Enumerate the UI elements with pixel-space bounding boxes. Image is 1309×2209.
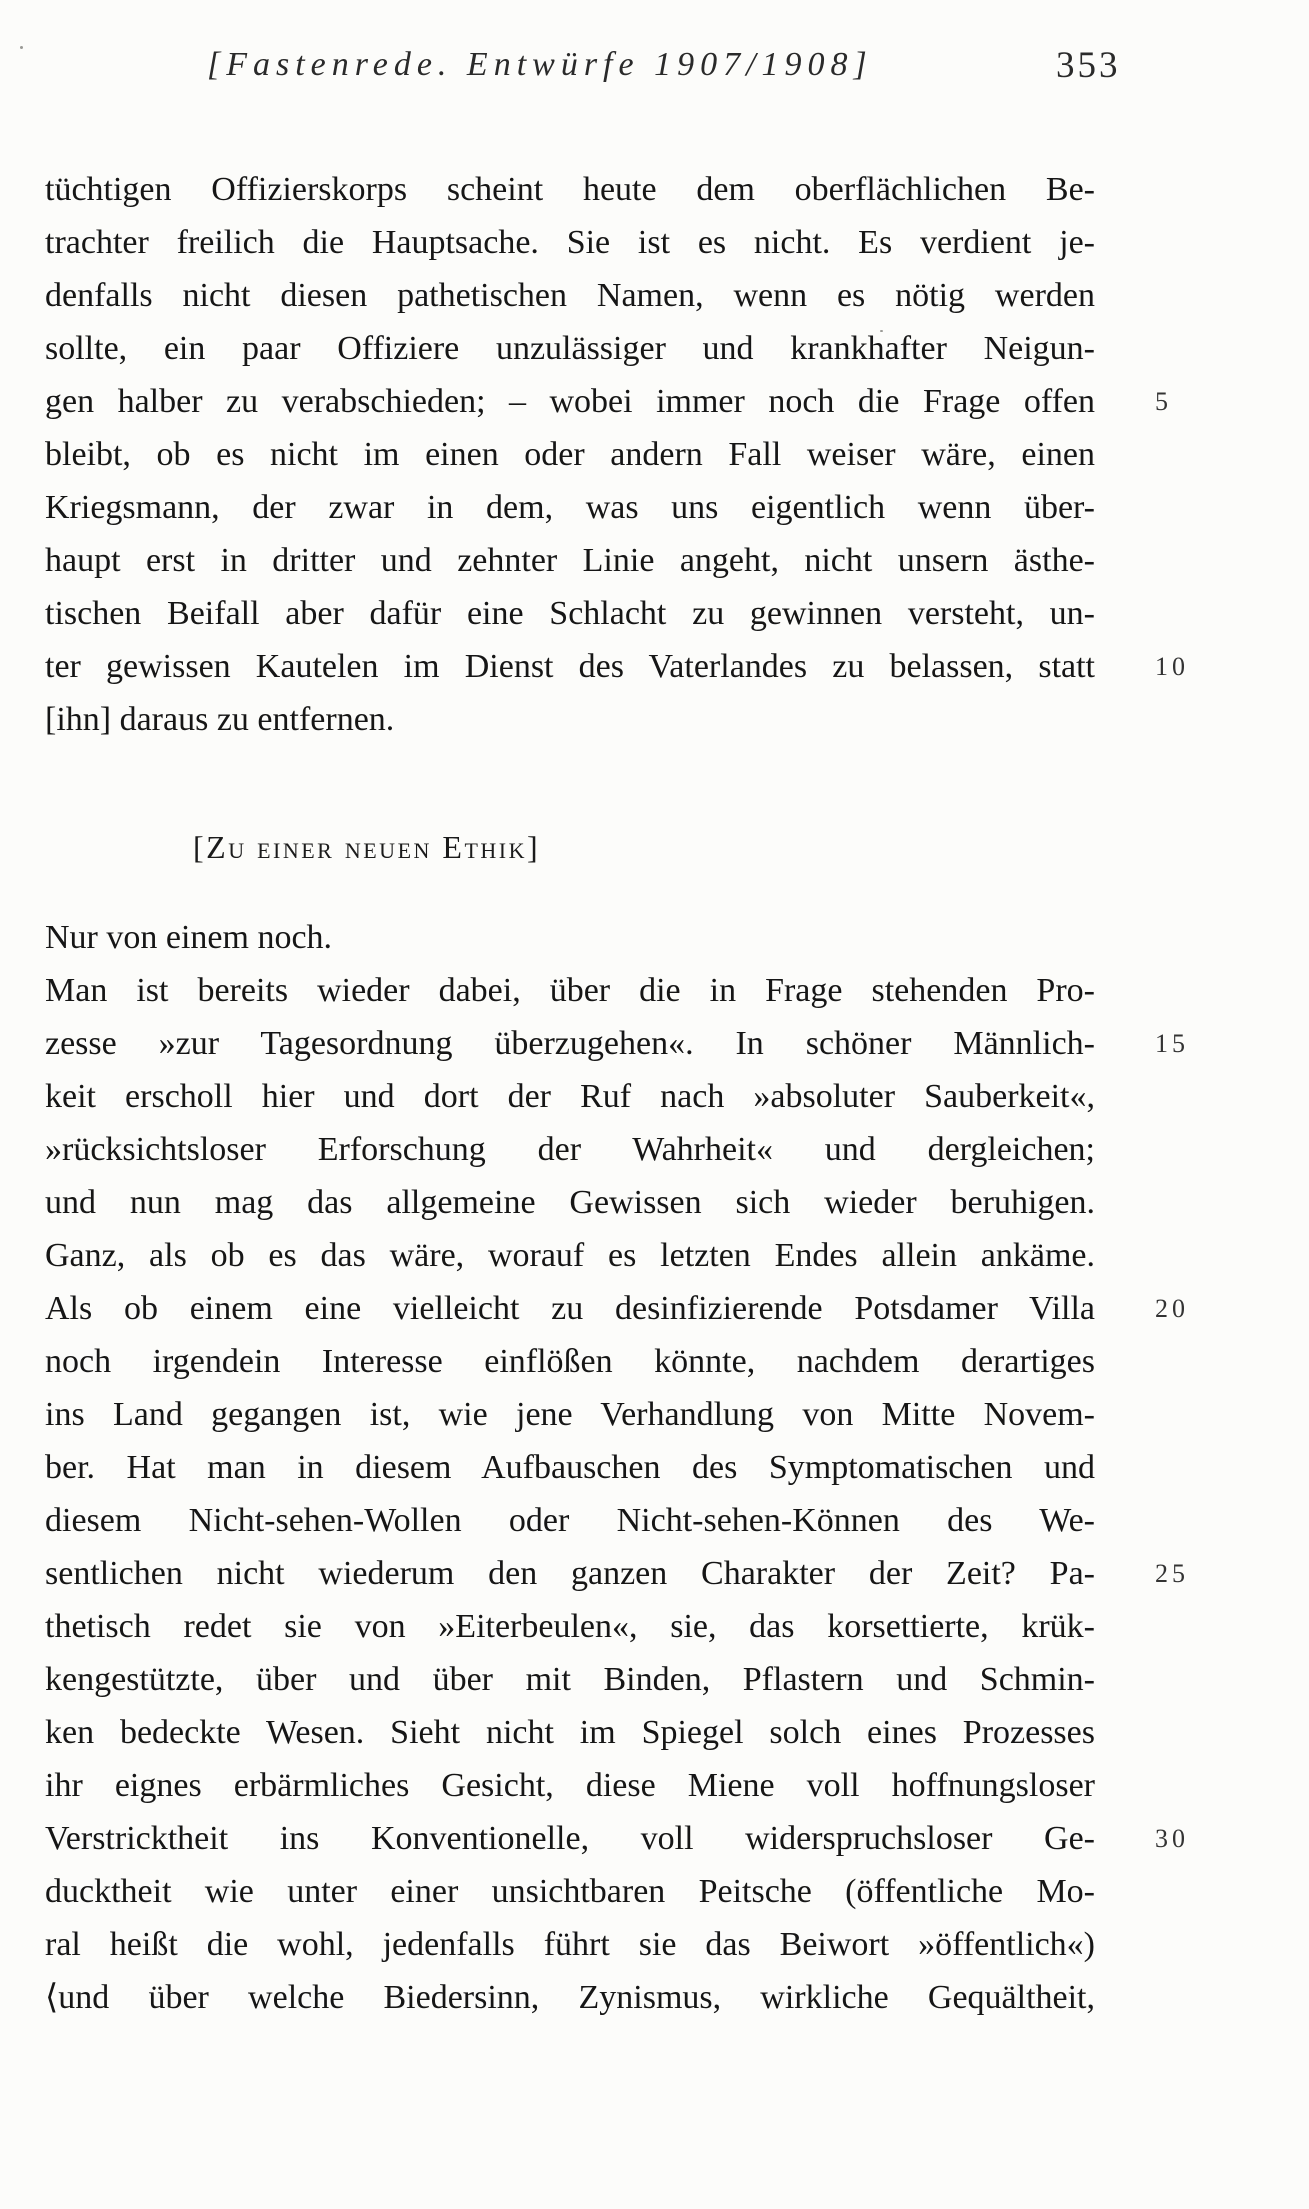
text-line [45,1017,1189,1070]
line-text: Man ist bereits wieder dabei, über die in Frage stehenden Pro- [45,972,1095,1009]
line-text: diesem Nicht-sehen-Wollen oder Nicht-sehen-Können des We- [45,1502,1095,1539]
line-text: sentlichen nicht wiederum den ganzen Charakter der Zeit? Pa- [45,1555,1095,1592]
text-line [45,163,1095,216]
text-line [45,1123,1095,1176]
line-number: 5 [1155,387,1172,416]
text-line [45,1706,1095,1759]
text-line [45,1388,1095,1441]
line-text: trachter freilich die Hauptsache. Sie ist es nicht. Es verdient je- [45,224,1095,261]
line-number: 20 [1155,1294,1189,1323]
line-text: denfalls nicht diesen pathetischen Namen, wenn es nötig werden [45,277,1095,314]
text-line [45,587,1095,640]
text-line [45,1600,1095,1653]
page-number: 353 [1056,45,1121,86]
line-number: 25 [1155,1559,1189,1588]
line-text: Ganz, als ob es das wäre, worauf es letzten Endes allein ankäme. [45,1237,1095,1274]
text-line [45,693,1095,746]
text-line [45,911,1095,964]
line-text: und nun mag das allgemeine Gewissen sich wieder beruhigen. [45,1184,1095,1221]
running-head-title: [Fastenrede. Entwürfe 1907/1908] [207,46,873,83]
text-line [45,1812,1189,1865]
text-line [45,1441,1095,1494]
line-text: keit erscholl hier und dort der Ruf nach »absoluter Sauberkeit«, [45,1078,1095,1115]
scan-speck [20,46,23,49]
line-text: Verstricktheit ins Konventionelle, voll widerspruchsloser Ge- [45,1820,1095,1857]
line-number: 30 [1155,1824,1189,1853]
line-text: ⟨und über welche Biedersinn, Zynismus, wirkliche Gequältheit, [45,1979,1095,2016]
text-line [45,1335,1095,1388]
text-line [45,1547,1189,1600]
line-text: kengestützte, über und über mit Binden, Pflastern und Schmin- [45,1661,1095,1698]
line-text: ducktheit wie unter einer unsichtbaren Peitsche (öffentliche Mo- [45,1873,1095,1910]
body-text [45,163,1189,2024]
line-text: ins Land gegangen ist, wie jene Verhandlung von Mitte Novem- [45,1396,1095,1433]
line-text: [ihn] daraus zu entfernen. [45,701,395,738]
text-line [45,964,1095,1017]
line-text: Nur von einem noch. [45,919,333,956]
text-line [45,269,1095,322]
text-line [45,1229,1095,1282]
text-line [45,322,1095,375]
line-text: »rücksichtsloser Erforschung der Wahrheit« und dergleichen; [45,1131,1095,1168]
text-line [45,481,1095,534]
line-text: sollte, ein paar Offiziere unzulässiger und krankhafter Neigun- [45,330,1095,367]
text-line [45,1865,1095,1918]
text-line [45,375,1172,428]
line-text: ter gewissen Kautelen im Dienst des Vaterlandes zu belassen, statt [45,648,1095,685]
line-text: gen halber zu verabschieden; – wobei immer noch die Frage offen [45,383,1095,420]
text-line [45,1070,1095,1123]
text-line [45,534,1095,587]
text-line [45,1759,1095,1812]
line-text: tischen Beifall aber dafür eine Schlacht zu gewinnen versteht, un- [45,595,1095,632]
text-line [45,640,1189,693]
line-text: ihr eignes erbärmliches Gesicht, diese Miene voll hoffnungsloser [45,1767,1095,1804]
line-number: 15 [1155,1029,1189,1058]
line-text: bleibt, ob es nicht im einen oder andern Fall weiser wäre, einen [45,436,1095,473]
line-text: thetisch redet sie von »Eiterbeulen«, sie, das korsettierte, krük- [45,1608,1095,1645]
line-text: noch irgendein Interesse einflößen könnte, nachdem derartiges [45,1343,1095,1380]
line-text: zesse »zur Tagesordnung überzugehen«. In schöner Männlich- [45,1025,1095,1062]
line-text: tüchtigen Offizierskorps scheint heute dem oberflächlichen Be- [45,171,1095,208]
section-heading: [Zu einer neuen Ethik] [193,829,541,865]
line-text: ken bedeckte Wesen. Sieht nicht im Spiegel solch eines Prozesses [45,1714,1095,1751]
text-line [45,428,1095,481]
text-line [45,1653,1095,1706]
line-text: Kriegsmann, der zwar in dem, was uns eigentlich wenn über- [45,489,1095,526]
text-line [45,216,1095,269]
text-line [45,1918,1095,1971]
line-text: ber. Hat man in diesem Aufbauschen des Symptomatischen und [45,1449,1095,1486]
text-line [45,1494,1095,1547]
line-text: ral heißt die wohl, jedenfalls führt sie das Beiwort »öffentlich«) [45,1926,1095,1963]
line-number: 10 [1155,652,1189,681]
text-line [45,1282,1189,1335]
text-line [45,1176,1095,1229]
line-text: Als ob einem eine vielleicht zu desinfizierende Potsdamer Villa [45,1290,1095,1327]
text-line [45,1971,1095,2024]
line-text: haupt erst in dritter und zehnter Linie angeht, nicht unsern ästhe- [45,542,1095,579]
